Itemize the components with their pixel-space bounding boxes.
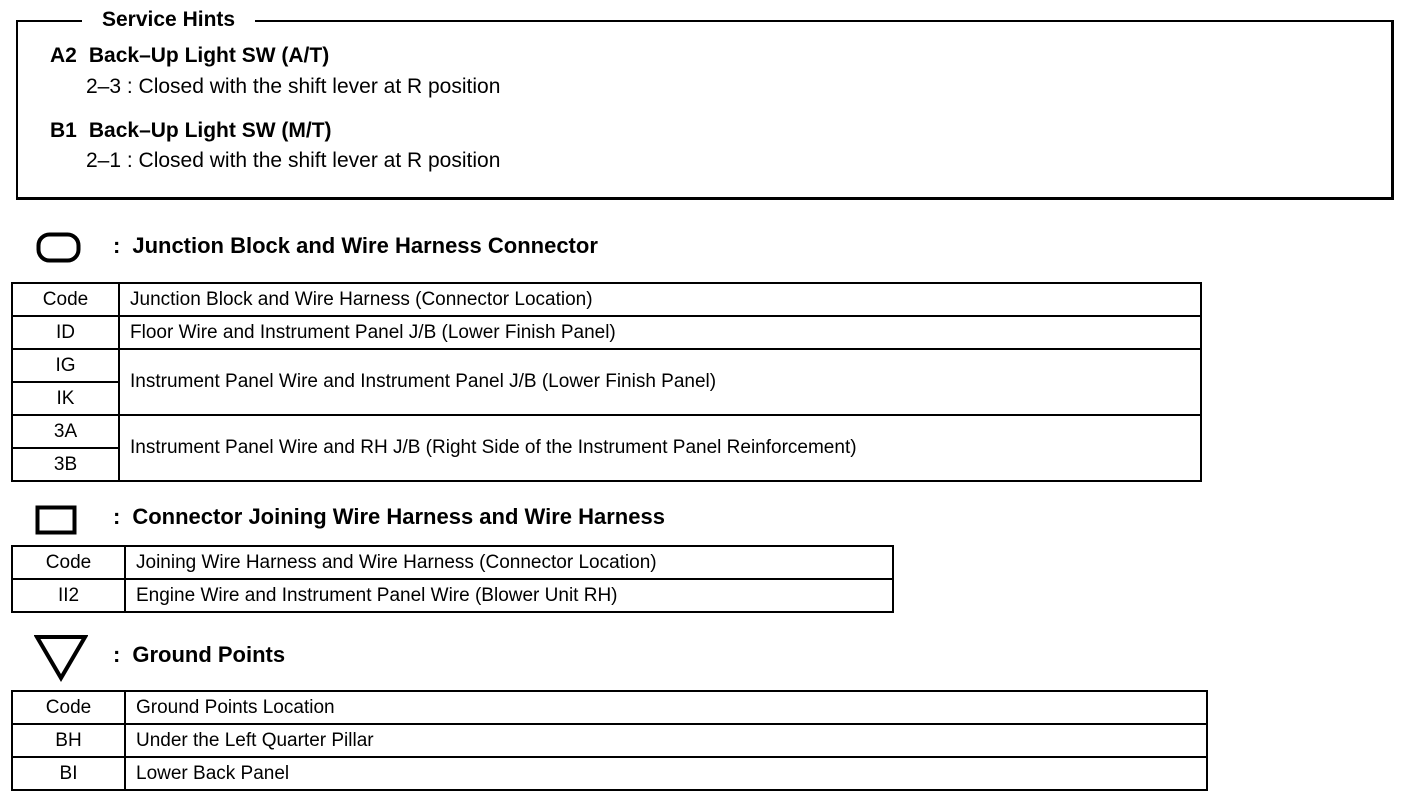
table-row (12, 579, 893, 612)
section-colon: : (113, 504, 121, 529)
table-header-row (12, 283, 1201, 316)
header-code: Code (12, 546, 125, 579)
triangle-down-icon (34, 634, 88, 682)
square-icon (35, 505, 77, 535)
junction-section-title (113, 232, 598, 260)
row-desc: Under the Left Quarter Pillar (125, 724, 1207, 757)
joining-table (11, 545, 894, 613)
header-desc: Junction Block and Wire Harness (Connector Location) (119, 283, 1201, 316)
hint-heading-a2 (50, 43, 329, 69)
table-row (12, 349, 1201, 382)
row-desc: Instrument Panel Wire and RH J/B (Right Side of the Instrument Panel Reinforcement) (119, 415, 1201, 481)
row-desc: Instrument Panel Wire and Instrument Panel J/B (Lower Finish Panel) (119, 349, 1201, 415)
row-code: IK (12, 382, 119, 415)
header-desc: Joining Wire Harness and Wire Harness (Connector Location) (125, 546, 893, 579)
table-header-row (12, 546, 893, 579)
hint-name: Back–Up Light SW (M/T) (88, 119, 332, 142)
junction-table (11, 282, 1202, 482)
row-code: BH (12, 724, 125, 757)
section-colon: : (113, 233, 121, 258)
hint-code: B1 (50, 119, 77, 142)
section-colon: : (113, 642, 121, 667)
row-desc: Lower Back Panel (125, 757, 1207, 790)
ground-title-text: Ground Points (132, 642, 286, 667)
hint-name: Back–Up Light SW (A/T) (88, 44, 330, 67)
row-code: 3A (12, 415, 119, 448)
row-code: 3B (12, 448, 119, 481)
hint-detail-b1: 2–1 : Closed with the shift lever at R position (86, 149, 501, 172)
row-code: IG (12, 349, 119, 382)
table-row (12, 757, 1207, 790)
header-desc: Ground Points Location (125, 691, 1207, 724)
joining-section-title (113, 503, 665, 531)
row-desc: Floor Wire and Instrument Panel J/B (Lower Finish Panel) (119, 316, 1201, 349)
row-code: BI (12, 757, 125, 790)
ground-section-title (113, 641, 285, 669)
row-desc: Engine Wire and Instrument Panel Wire (Blower Unit RH) (125, 579, 893, 612)
hint-code: A2 (50, 44, 77, 67)
hint-heading-b1 (50, 118, 332, 144)
table-row (12, 415, 1201, 448)
row-code: ID (12, 316, 119, 349)
ground-table (11, 690, 1208, 791)
table-row (12, 316, 1201, 349)
junction-title-text: Junction Block and Wire Harness Connector (132, 233, 598, 258)
row-code: II2 (12, 579, 125, 612)
header-code: Code (12, 283, 119, 316)
table-row (12, 724, 1207, 757)
joining-title-text: Connector Joining Wire Harness and Wire Harness (132, 504, 665, 529)
rounded-rectangle-icon (36, 232, 82, 264)
table-header-row (12, 691, 1207, 724)
hint-detail-a2: 2–3 : Closed with the shift lever at R position (86, 75, 501, 98)
service-hints-title: Service Hints (82, 6, 255, 34)
header-code: Code (12, 691, 125, 724)
